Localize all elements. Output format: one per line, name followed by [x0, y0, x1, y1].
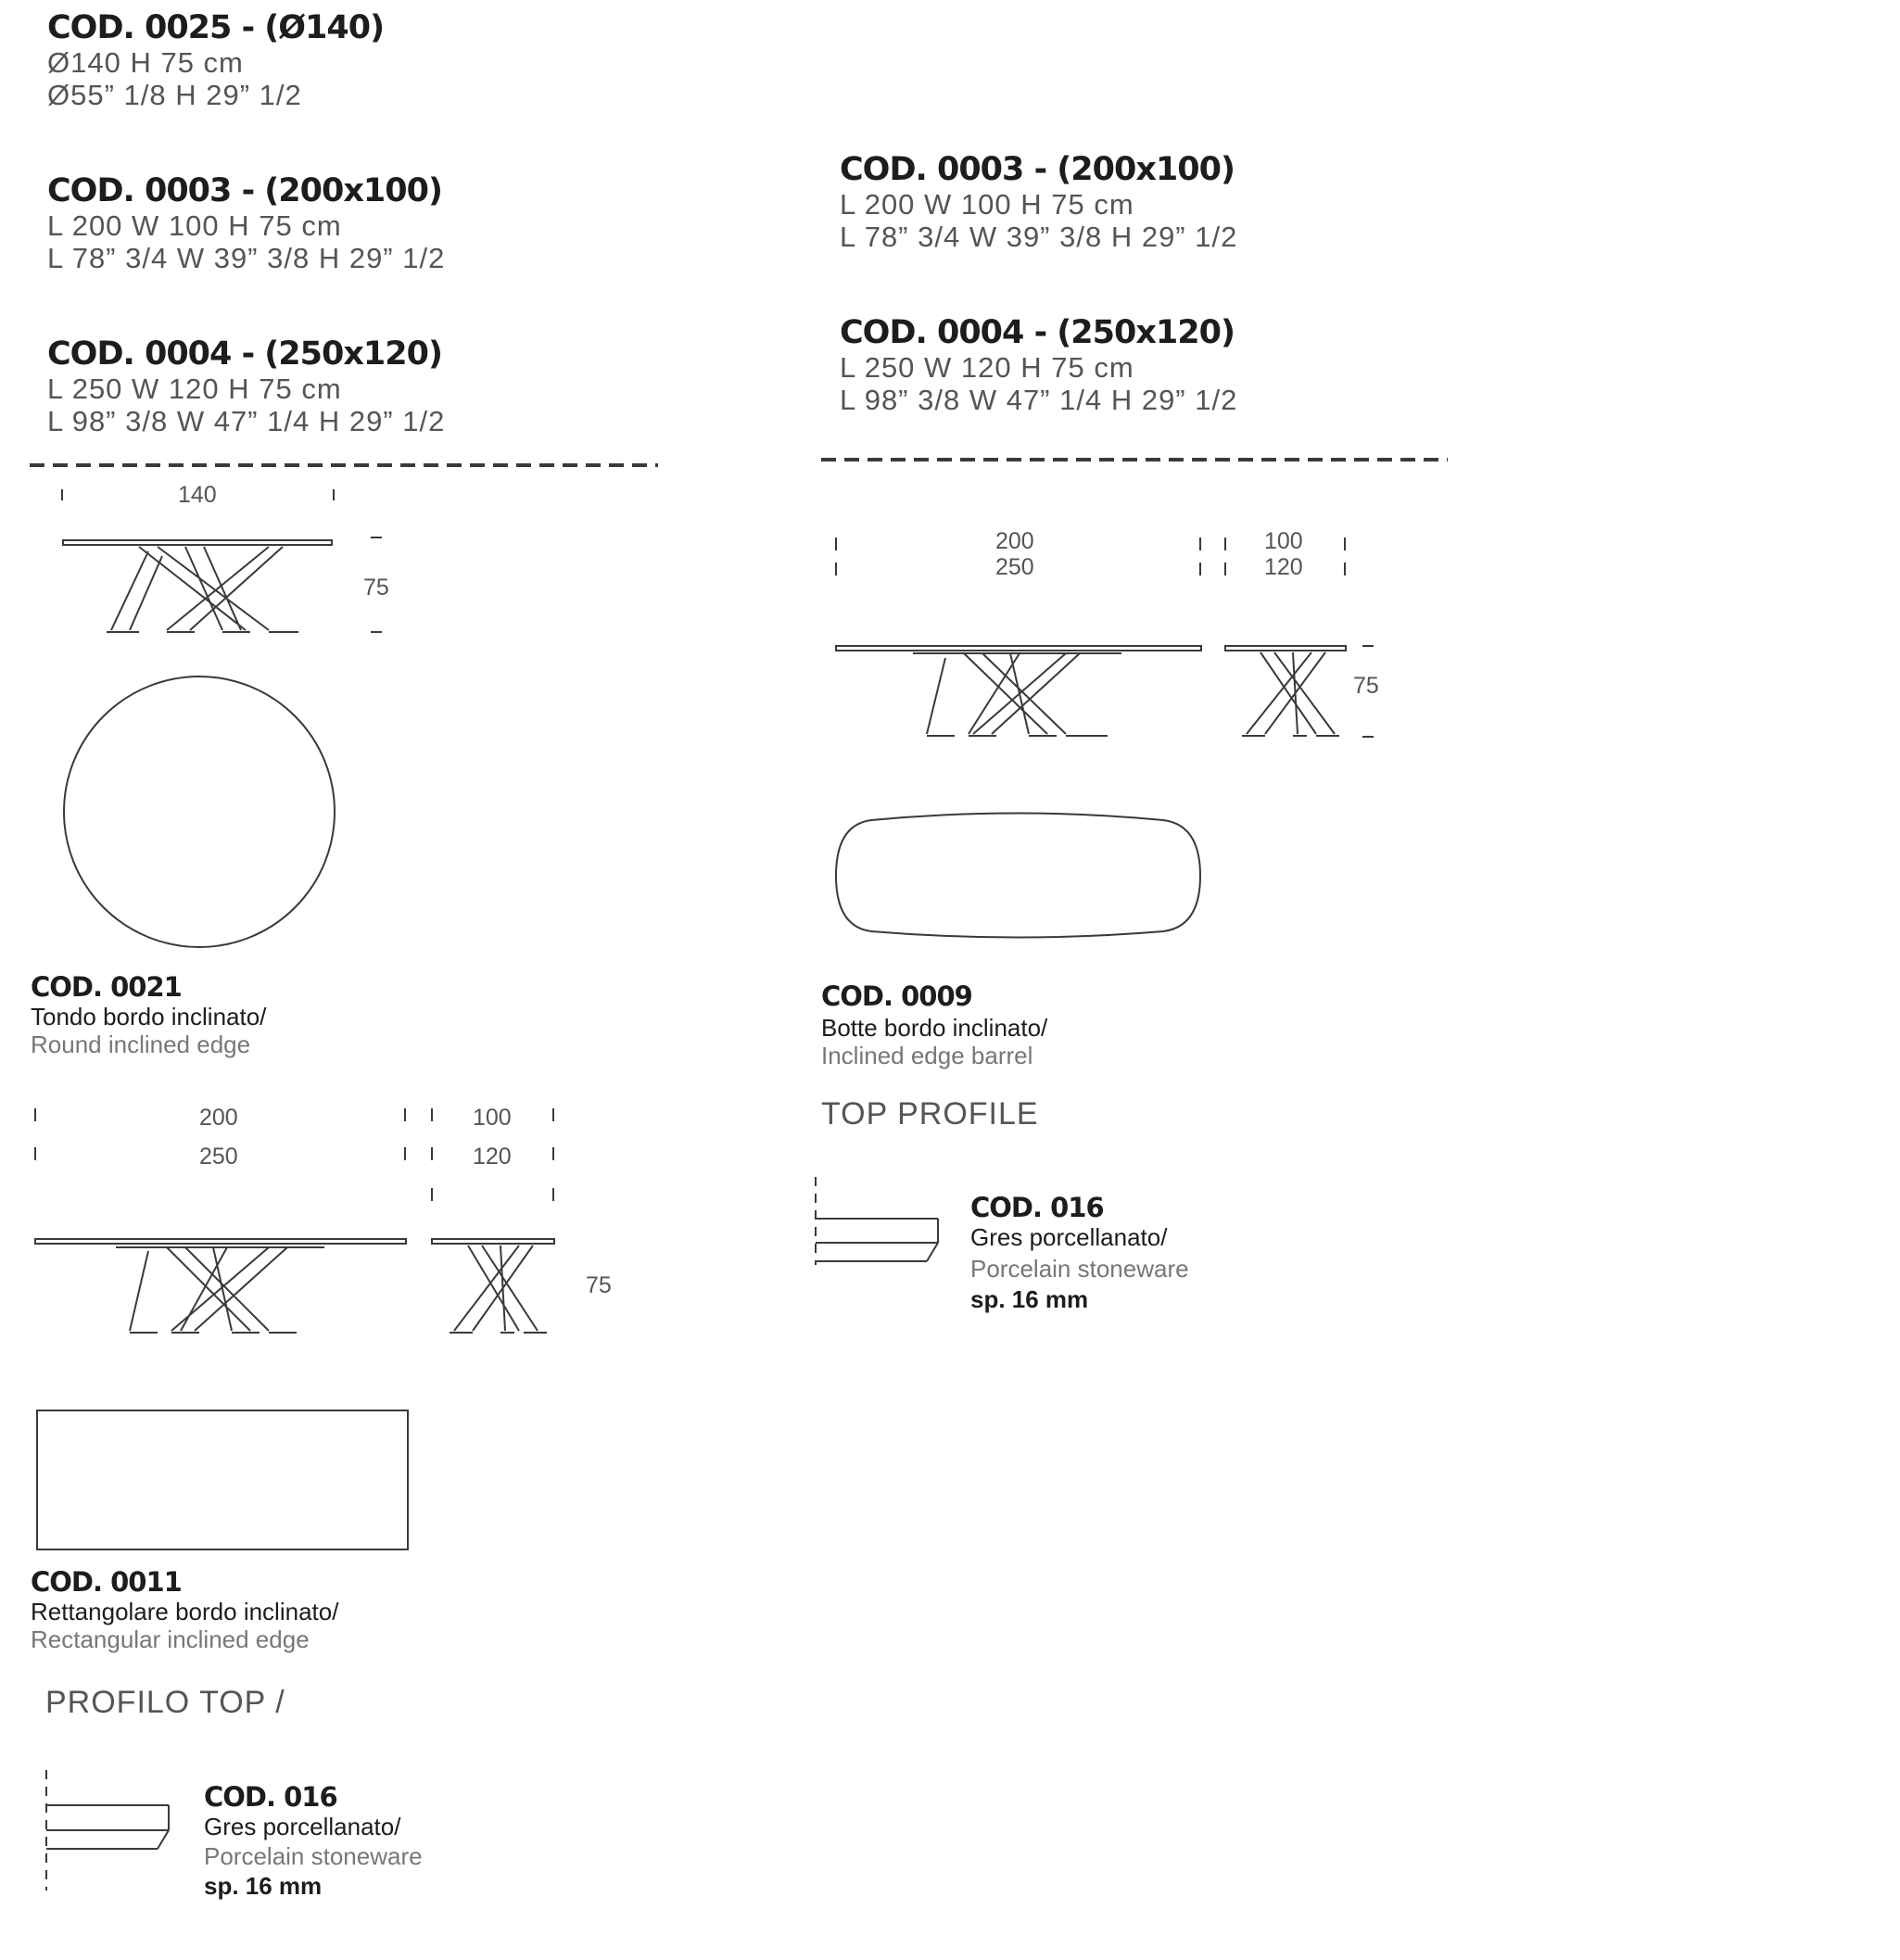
spec-imperial-0003-right: L 78” 3/4 W 39” 3/8 H 29” 1/2: [840, 221, 1238, 253]
profile-left-english: Porcelain stoneware: [204, 1842, 423, 1870]
spec-metric-0003-left: L 200 W 100 H 75 cm: [47, 209, 342, 242]
profile-right-title: TOP PROFILE: [821, 1096, 1039, 1132]
spec-imperial-0004-left: L 98” 3/8 W 47” 1/4 H 29” 1/2: [47, 405, 446, 437]
round-shape-english: Round inclined edge: [31, 1031, 251, 1058]
rect-length-1: 200: [199, 1105, 238, 1131]
profile-left-italian: Gres porcellanato/: [204, 1813, 401, 1840]
profile-right-italian: Gres porcellanato/: [970, 1223, 1168, 1251]
rect-length-2: 250: [199, 1144, 238, 1170]
profile-right-english: Porcelain stoneware: [970, 1255, 1189, 1283]
barrel-width-2: 120: [1264, 554, 1303, 580]
round-height-label: 75: [363, 575, 389, 601]
profile-left-drawing: [46, 1770, 169, 1890]
round-table-elevation: [62, 489, 382, 632]
barrel-shape-italian: Botte bordo inclinato/: [821, 1014, 1048, 1042]
barrel-length-1: 200: [995, 528, 1034, 554]
barrel-height-label: 75: [1353, 673, 1379, 699]
spec-imperial-0025: Ø55” 1/8 H 29” 1/2: [47, 79, 302, 111]
barrel-table-long-elevation: [836, 646, 1201, 736]
spec-code-0025: COD. 0025 - (Ø140): [47, 9, 385, 46]
round-width-label: 140: [178, 482, 217, 508]
spec-metric-0004-left: L 250 W 120 H 75 cm: [47, 373, 342, 405]
profile-right-code: COD. 016: [970, 1192, 1104, 1223]
profile-right-drawing: [816, 1177, 938, 1265]
rect-width-1: 100: [473, 1105, 512, 1131]
spec-code-0004-right: COD. 0004 - (250x120): [840, 314, 1235, 351]
barrel-table-short-elevation: [1225, 646, 1346, 736]
barrel-shape-code: COD. 0009: [821, 980, 972, 1012]
rect-table-short-elevation: [432, 1239, 554, 1333]
round-top-outline: [64, 677, 335, 947]
profile-left-code: COD. 016: [204, 1781, 337, 1813]
round-shape-italian: Tondo bordo inclinato/: [31, 1003, 267, 1031]
rect-shape-italian: Rettangolare bordo inclinato/: [31, 1598, 339, 1625]
spec-code-0004-left: COD. 0004 - (250x120): [47, 335, 442, 373]
profile-right-thickness: sp. 16 mm: [970, 1285, 1089, 1313]
profile-left-title: PROFILO TOP /: [45, 1685, 285, 1720]
rect-top-outline: [37, 1410, 408, 1549]
barrel-top-outline: [836, 814, 1200, 938]
spec-metric-0003-right: L 200 W 100 H 75 cm: [840, 188, 1134, 221]
barrel-width-1: 100: [1264, 528, 1303, 554]
rect-table-long-elevation: [35, 1239, 406, 1333]
spec-code-0003-right: COD. 0003 - (200x100): [840, 151, 1235, 188]
spec-code-0003-left: COD. 0003 - (200x100): [47, 172, 442, 209]
spec-metric-0004-right: L 250 W 120 H 75 cm: [840, 351, 1134, 384]
barrel-length-2: 250: [995, 554, 1034, 580]
rect-width-2: 120: [473, 1144, 512, 1170]
rect-shape-english: Rectangular inclined edge: [31, 1625, 310, 1653]
round-shape-code: COD. 0021: [31, 971, 182, 1003]
profile-left-thickness: sp. 16 mm: [204, 1872, 323, 1900]
spec-imperial-0003-left: L 78” 3/4 W 39” 3/8 H 29” 1/2: [47, 242, 446, 274]
rect-shape-code: COD. 0011: [31, 1566, 182, 1598]
barrel-shape-english: Inclined edge barrel: [821, 1042, 1033, 1069]
spec-metric-0025: Ø140 H 75 cm: [47, 46, 244, 79]
rect-height-label: 75: [586, 1272, 612, 1298]
spec-imperial-0004-right: L 98” 3/8 W 47” 1/4 H 29” 1/2: [840, 384, 1238, 416]
